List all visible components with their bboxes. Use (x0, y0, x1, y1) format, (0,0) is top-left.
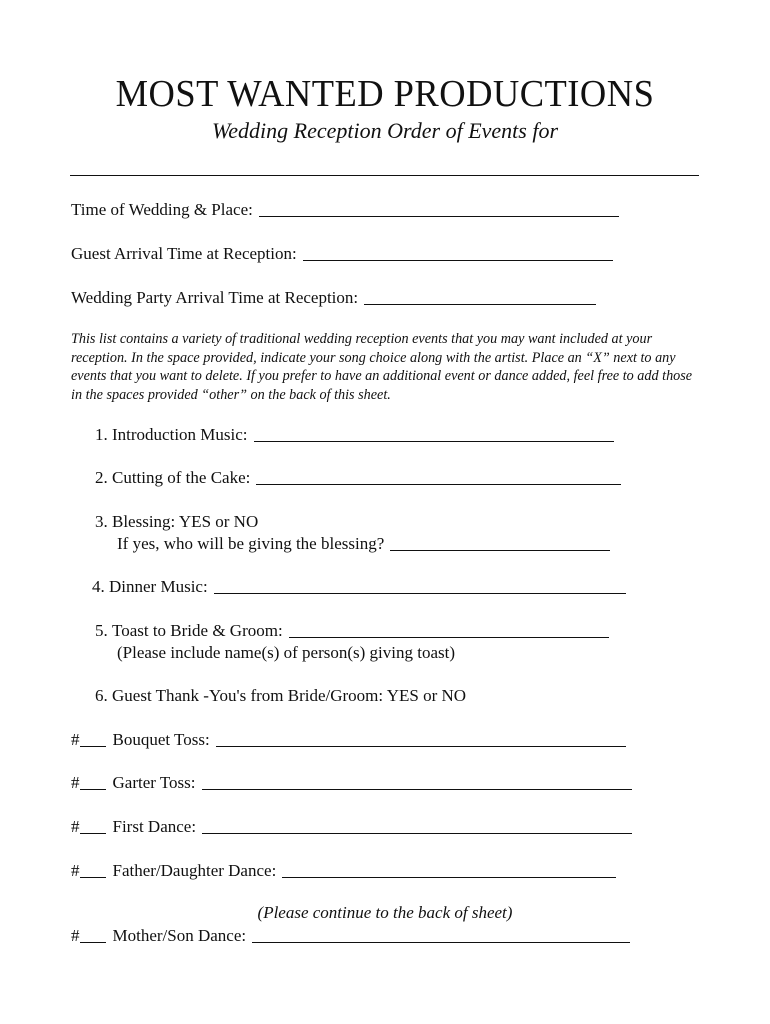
blessing-giver-field[interactable] (390, 549, 610, 551)
time-place-label: Time of Wedding & Place: (71, 200, 253, 219)
event-label: Blessing: YES or NO (112, 512, 259, 531)
order-number-field[interactable] (80, 832, 106, 834)
event-label: Bouquet Toss: (112, 730, 210, 749)
order-number-field[interactable] (80, 941, 106, 943)
blessing-question: If yes, who will be giving the blessing? (117, 534, 385, 553)
event-toast (95, 621, 609, 641)
event-label: Dinner Music: (109, 577, 208, 596)
event-introduction-music (95, 425, 614, 445)
event-first-dance (71, 817, 632, 837)
event-number: 6. (95, 686, 108, 705)
event-label: Cutting of the Cake: (112, 468, 251, 487)
event-guest-thank-yous (95, 686, 466, 706)
party-arrival-label: Wedding Party Arrival Time at Reception: (71, 288, 359, 307)
guest-arrival-field[interactable] (303, 259, 613, 261)
event-number: 2. (95, 468, 108, 487)
hash-symbol: # (71, 926, 80, 945)
page-title: MOST WANTED PRODUCTIONS (115, 73, 655, 115)
hash-symbol: # (71, 817, 80, 836)
name-entry-line[interactable] (70, 175, 699, 176)
event-father-daughter-dance (71, 861, 616, 881)
event-number: 1. (95, 425, 108, 444)
hash-symbol: # (71, 730, 80, 749)
blessing-followup (117, 534, 610, 554)
event-mother-son-dance (71, 926, 630, 946)
toast-note-text: (Please include name(s) of person(s) giving toast) (117, 643, 456, 662)
first-dance-field[interactable] (202, 832, 632, 834)
hash-symbol: # (71, 773, 80, 792)
father-daughter-dance-field[interactable] (282, 876, 616, 878)
order-number-field[interactable] (80, 876, 106, 878)
event-bouquet-toss (71, 730, 626, 750)
introduction-music-field[interactable] (254, 440, 614, 442)
time-place-field[interactable] (259, 215, 619, 217)
toast-field[interactable] (289, 636, 609, 638)
event-blessing (95, 512, 258, 532)
dinner-music-field[interactable] (214, 592, 626, 594)
event-number: 5. (95, 621, 108, 640)
event-cake-cutting (95, 468, 621, 488)
garter-toss-field[interactable] (202, 788, 632, 790)
event-garter-toss (71, 773, 632, 793)
event-label: Toast to Bride & Groom: (112, 621, 283, 640)
event-label: Father/Daughter Dance: (112, 861, 277, 880)
event-label: Guest Thank -You's from Bride/Groom: YES or NO (112, 686, 467, 705)
continue-note: (Please continue to the back of sheet) (257, 903, 513, 922)
toast-note (117, 643, 455, 663)
order-number-field[interactable] (80, 788, 106, 790)
order-number-field[interactable] (80, 745, 106, 747)
event-label: First Dance: (112, 817, 197, 836)
guest-arrival-row (71, 244, 613, 264)
event-label: Mother/Son Dance: (112, 926, 247, 945)
hash-symbol: # (71, 861, 80, 880)
event-label: Garter Toss: (112, 773, 196, 792)
event-label: Introduction Music: (112, 425, 248, 444)
bouquet-toss-field[interactable] (216, 745, 626, 747)
instructions-paragraph: This list contains a variety of traditional wedding reception events that you may want included at your reception. In the space provided, indicate your song choice along with the artist. Place an “X” next to any events that you want to delete. If you prefer to have an additional event or dance added, feel free to add those in the spaces provided “other” on the back of this sheet. (71, 331, 693, 403)
time-place-row (71, 200, 619, 220)
page-subtitle: Wedding Reception Order of Events for (211, 118, 559, 143)
event-dinner-music (92, 577, 626, 597)
cake-cutting-field[interactable] (256, 483, 621, 485)
party-arrival-row (71, 288, 596, 308)
event-number: 3. (95, 512, 108, 531)
mother-son-dance-field[interactable] (252, 941, 630, 943)
event-number: 4. (92, 577, 105, 596)
guest-arrival-label: Guest Arrival Time at Reception: (71, 244, 297, 263)
party-arrival-field[interactable] (364, 303, 596, 305)
